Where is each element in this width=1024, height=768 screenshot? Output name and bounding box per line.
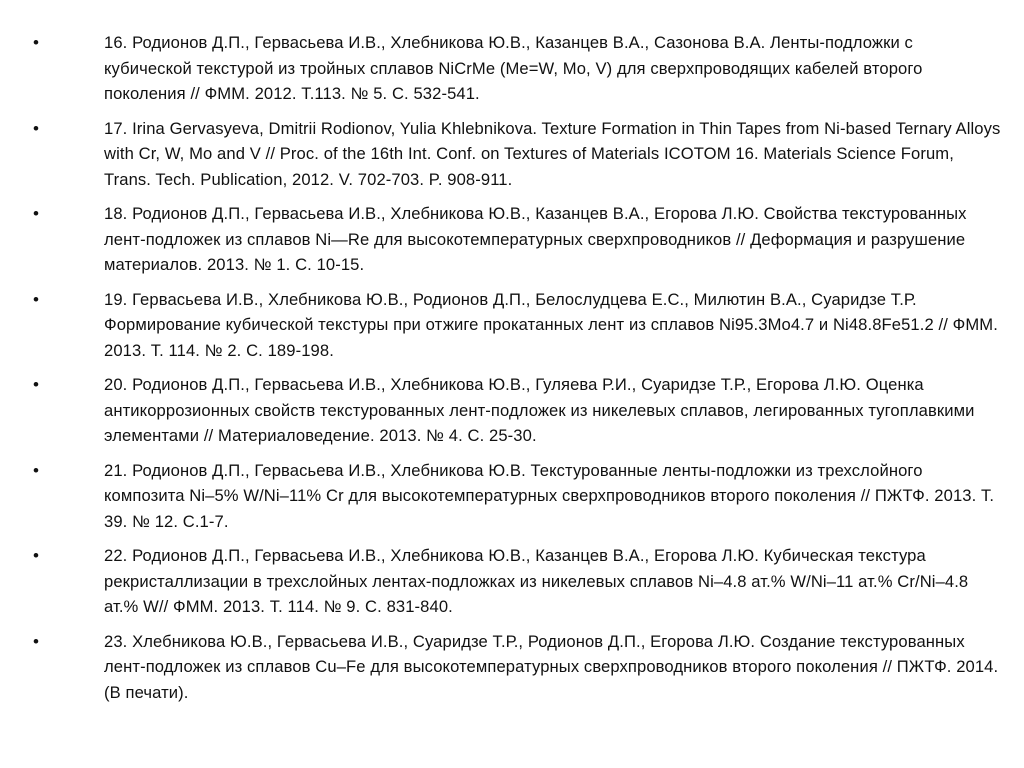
list-item [0,629,1024,706]
reference-text: 22. Родионов Д.П., Гервасьева И.В., Хлебникова Ю.В., Казанцев В.А., Егорова Л.Ю. Кубическая текстура рекристаллизации в трехслойных лентах-подложках из никелевых сплавов Ni–4.8 ат.% W/Ni–11 ат.% Cr/Ni–4.8 ат.% W// ФММ. 2013. Т. 114. № 9. С. 831-840. [104,546,969,616]
list-item [0,201,1024,278]
list-item [0,30,1024,107]
bullet: • [33,631,39,651]
bullet: • [33,375,39,394]
bullet: • [33,204,39,223]
reference-text: 19. Гервасьева И.В., Хлебникова Ю.В., Родионов Д.П., Белослудцева Е.С., Милютин В.А., Суаридзе Т.Р. Формирование кубической текстуры при отжиге прокатанных лент из сплавов Ni95.3Mo4.7 и Ni48.8Fe51.2 // ФММ. 2013. Т. 114. № 2. С. 189-198. [104,289,998,360]
list-item [0,458,1024,535]
list-item [0,372,1024,449]
bullet: • [33,460,39,480]
reference-list [0,30,1024,714]
bullet: • [33,118,39,138]
reference-text: 20. Родионов Д.П., Гервасьева И.В., Хлебникова Ю.В., Гуляева Р.И., Суаридзе Т.Р., Егорова Л.Ю. Оценка антикоррозионных свойств текстурованных лент-подложек из никелевых сплавов, легированных тугоплавкими элементами // Материаловедение. 2013. № 4. С. 25-30. [104,375,975,445]
reference-text: 23. Хлебникова Ю.В., Гервасьева И.В., Суаридзе Т.Р., Родионов Д.П., Егорова Л.Ю. Создание текстурованных лент-подложек из сплавов Cu–Fe для высокотемпературных сверхпроводников второго поколения // ПЖТФ. 2014. (В печати). [104,631,999,702]
bullet: • [33,546,39,565]
bullet: • [33,289,39,309]
list-item [0,287,1024,364]
list-item [0,543,1024,620]
reference-text: 18. Родионов Д.П., Гервасьева И.В., Хлебникова Ю.В., Казанцев В.А., Егорова Л.Ю. Свойства текстурованных лент-подложек из сплавов Ni—Re для высокотемпературных сверхпроводников // Деформация и разрушение материалов. 2013. № 1. С. 10-15. [104,204,967,274]
list-item [0,116,1024,193]
reference-text: 17. Irina Gervasyeva, Dmitrii Rodionov, Yulia Khlebnikova. Texture Formation in Thin Tapes from Ni-based Ternary Alloys with Cr, W, Mo and V // Proc. of the 16th Int. Conf. on Textures of Materials ICOTOM 16. Materials Science Forum, Trans. Tech. Publication, 2012. V. 702-703. P. 908-911. [104,118,1001,189]
reference-text: 16. Родионов Д.П., Гервасьева И.В., Хлебникова Ю.В., Казанцев В.А., Сазонова В.А. Ленты-подложки с кубической текстурой из тройных сплавов NiCrMe (Me=W, Mo, V) для сверхпроводящих кабелей второго поколения // ФММ. 2012. Т.113. № 5. С. 532-541. [104,33,923,103]
bullet: • [33,33,39,52]
reference-text: 21. Родионов Д.П., Гервасьева И.В., Хлебникова Ю.В. Текстурованные ленты-подложки из трехслойного композита Ni–5% W/Ni–11% Cr для высокотемпературных сверхпроводников второго поколения // ПЖТФ. 2013. Т. 39. № 12. С.1-7. [104,460,995,531]
